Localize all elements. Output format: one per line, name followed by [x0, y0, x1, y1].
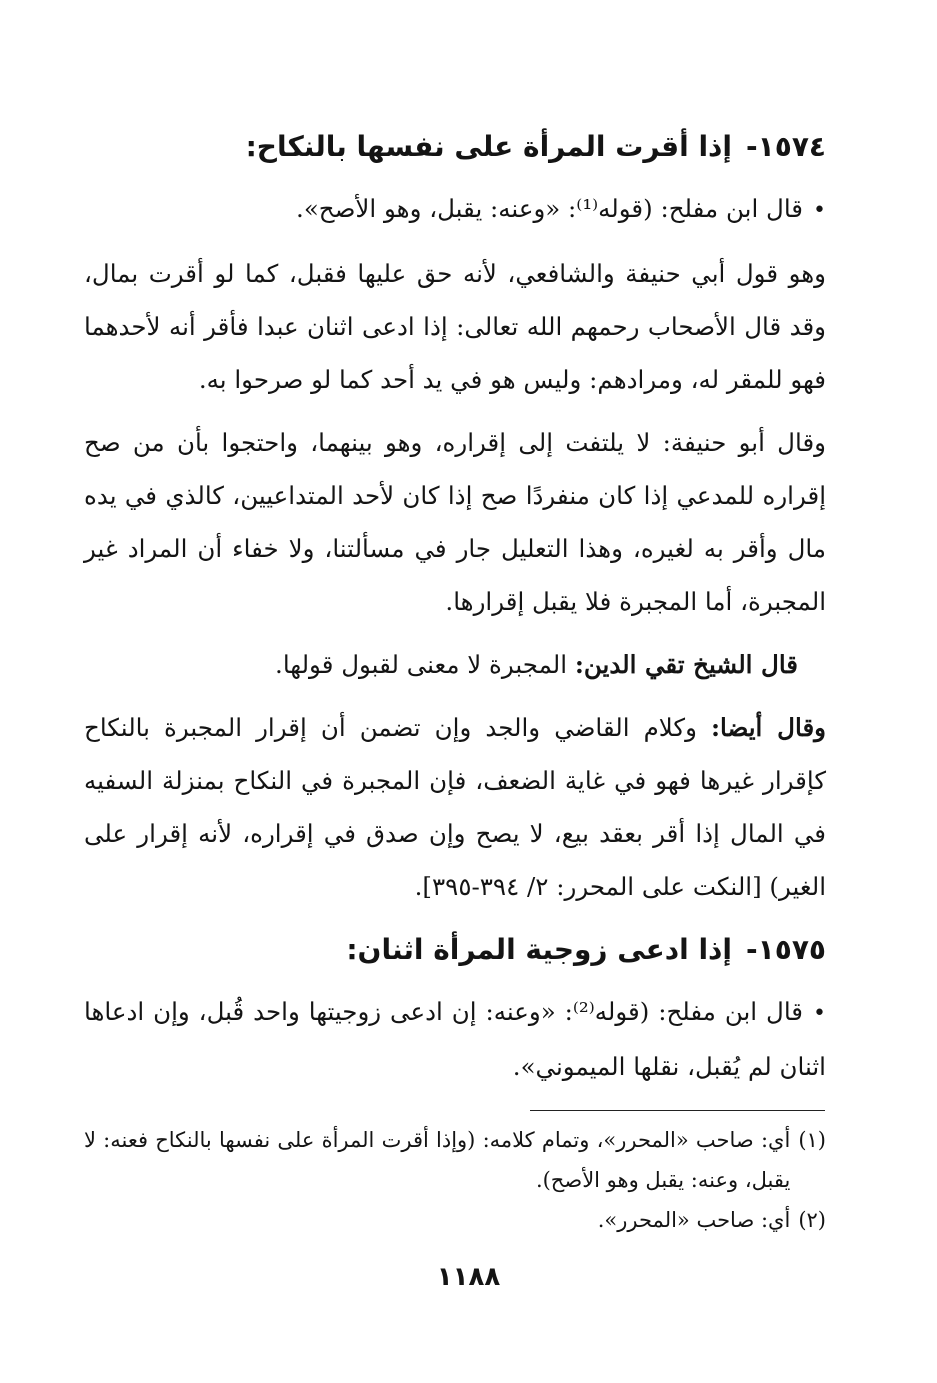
section-title: إذا ادعى زوجية المرأة اثنان: [346, 933, 733, 966]
paragraph-6 [84, 985, 826, 1093]
bullet-icon: • [813, 1001, 826, 1026]
section-heading-1575 [84, 927, 826, 973]
page-body [84, 110, 826, 1103]
section-number: ١٥٧٤- [746, 130, 826, 163]
paragraph-3: وقال أبو حنيفة: لا يلتفت إلى إقراره، وهو بينهما، واحتجوا بأن من صح إقراره للمدعي إذا كان منفردًا صح إذا كان لأحد المتداعيين، كالذي في يده مال وأقر به لغيره، وهذا التعليل جار في مسألتنا، ولا خفاء أن المراد غير المجبرة، أما المجبرة فلا يقبل إقرارها. [84, 428, 826, 616]
section-number: ١٥٧٥- [746, 933, 826, 966]
paragraph-1 [84, 182, 826, 237]
footnote-2 [84, 1200, 826, 1240]
section-heading-1574 [84, 124, 826, 170]
paragraph-lead: وقال أيضا: [710, 713, 826, 742]
footnote-mark: (٢) [798, 1208, 826, 1232]
footnote-text: أي: صاحب «المحرر»، وتمام كلامه: (وإذا أقرت المرأة على نفسها بالنكاح فعنه: لا يقبل، وعنه: يقبل وهو الأصح). [84, 1128, 791, 1192]
paragraph-lead: قال الشيخ تقي الدين: [574, 650, 798, 679]
footnote-divider [530, 1110, 825, 1111]
paragraph-text: قال ابن مفلح: (قوله⁽¹⁾: «وعنه: يقبل، وهو الأصح». [296, 194, 804, 223]
paragraph-2: وهو قول أبي حنيفة والشافعي، لأنه حق عليها فقبل، كما لو أقرت بمال، وقد قال الأصحاب رحمهم الله تعالى: إذا ادعى اثنان عبدا فأقر أنه لأحدهما فهو للمقر له، ومرادهم: وليس هو في يد أحد كما لو صرحوا به. [84, 259, 826, 394]
paragraph-text: قال ابن مفلح: (قوله⁽²⁾: «وعنه: إن ادعى زوجيتها واحد قُبل، وإن ادعاها اثنان لم يُقبل، نقلها الميموني». [84, 997, 826, 1081]
footnote-mark: (١) [798, 1128, 826, 1152]
footnotes [84, 1120, 826, 1240]
paragraph-4 [84, 638, 826, 691]
paragraph-text: المجبرة لا معنى لقبول قولها. [275, 650, 575, 679]
paragraph-text: وكلام القاضي والجد وإن تضمن أن إقرار المجبرة بالنكاح كإقرار غيرها فهو في غاية الضعف، فإن المجبرة في النكاح بمنزلة السفيه في المال إذا أقر بعقد بيع، لا يصح وإن صدق في إقراره، لأنه إقرار على الغير) [النكت على المحرر: ٢/ ٣٩٤-٣٩٥]. [84, 713, 826, 901]
page-number: ١١٨٨ [436, 1262, 501, 1292]
section-title: إذا أقرت المرأة على نفسها بالنكاح: [245, 130, 733, 163]
footnote-1 [84, 1120, 826, 1200]
bullet-icon: • [813, 198, 826, 223]
footnote-text: أي: صاحب «المحرر». [597, 1208, 791, 1232]
paragraph-5 [84, 701, 826, 913]
